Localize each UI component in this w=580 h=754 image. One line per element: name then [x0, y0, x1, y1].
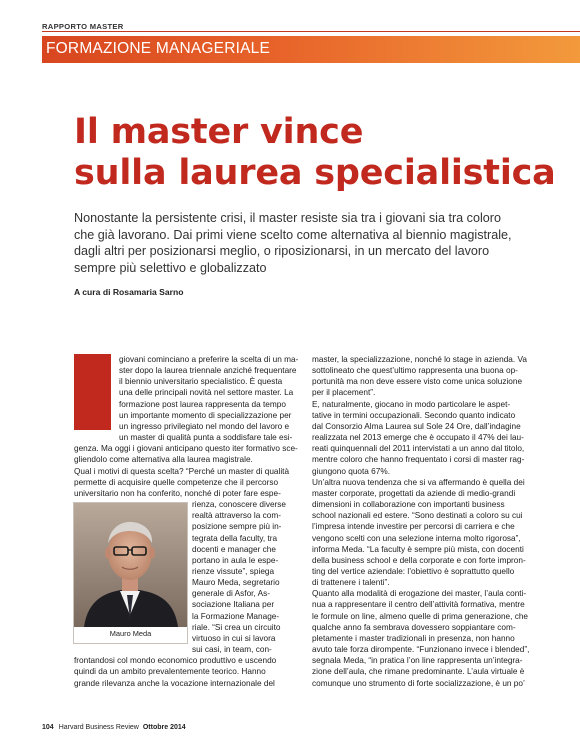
text-line: una delle principali novità nel settore master. La — [119, 388, 294, 398]
text-line: tative in termini occupazionali. Secondo quanto indicato — [312, 410, 516, 420]
standfirst-line: che già lavorano. Dai primi viene scelto come alternativa al biennio magistrale, — [74, 227, 512, 242]
issue-date: Ottobre 2014 — [142, 724, 186, 731]
publication-name: Harvard Business Review — [58, 724, 139, 731]
text-line: docenti e manager che — [192, 544, 276, 554]
text-line: frontandosi col mondo economico produttivo e uscendo — [74, 656, 277, 666]
text-line: per il placement”. — [312, 388, 376, 398]
text-line: E, naturalmente, giocano in modo particolare le aspet- — [312, 399, 511, 409]
page-number: 104 — [42, 724, 54, 731]
portrait-photo — [73, 502, 188, 644]
text-line: l’impresa intende investire per percorsi di carriera e che — [312, 522, 515, 532]
text-line: mentre coloro che hanno frequentato i corsi di master rag- — [312, 455, 525, 465]
text-line: un master di qualità punta a soddisfare tale esi- — [119, 433, 293, 443]
article-title — [74, 112, 574, 194]
text-line: sui casi, in team, con- — [192, 645, 272, 655]
text-line: riale. “Si crea un circuito — [192, 622, 281, 632]
photo-caption: Mauro Meda — [109, 629, 152, 638]
text-line: gliendolo come alternativa alla laurea magistrale. — [74, 455, 253, 465]
paragraph-cap — [74, 354, 299, 443]
text-line: formazione post laurea rappresenta da tempo — [119, 399, 286, 409]
text-line: dal Consorzio Alma Laurea sul Sole 24 Ore, dall’indagine — [312, 421, 521, 431]
text-line: portunità ma non deve essere visto come unica soluzione — [312, 377, 523, 387]
text-line: virtuoso in cui si lavora — [192, 633, 276, 643]
text-line: zione dell’aula, che rimane predominante. L’aula virtuale è — [312, 667, 525, 677]
section-title: FORMAZIONE MANAGERIALE — [46, 40, 271, 57]
text-line: Un’altra nuova tendenza che si va affermando è quella dei — [312, 477, 525, 487]
text-line: master corporate, progettati da aziende di medio-grandi — [312, 488, 516, 498]
text-line: nua a rappresentare il centro dell’attività formativa, mentre — [312, 600, 525, 610]
text-line: portano in aula le espe- — [192, 555, 279, 565]
article-standfirst — [74, 210, 544, 276]
text-line: avuto tale forza dirompente. “Funzionano invece i blended”, — [312, 645, 530, 655]
text-line: rienze vissute”, spiega — [192, 566, 275, 576]
text-line: la Formazione Manage- — [192, 611, 280, 621]
title-line: sulla laurea specialistica — [74, 153, 556, 193]
body-column-right — [312, 354, 541, 689]
section-kicker: RAPPORTO MASTER — [42, 22, 124, 31]
text-line: comunque uno strumento di forte socializzazione, è un po’ — [312, 678, 525, 688]
text-line: ster dopo la laurea triennale anziché frequentare — [119, 366, 297, 376]
text-line: universitario non ha conferito, nonché di poter fare espe- — [74, 488, 281, 498]
text-line: giungono quota 67%. — [312, 466, 390, 476]
text-line: genza. Ma oggi i giovani anticipano questo iter formativo sce- — [74, 444, 298, 454]
text-line: tegrata della faculty, tra — [192, 533, 278, 543]
text-line: Qual i motivi di questa scelta? “Perché un master di qualità — [74, 466, 290, 476]
text-line: generale di Asfor, As- — [192, 589, 270, 599]
text-line: un ingresso privilegiato nel mondo del lavoro e — [119, 421, 290, 431]
portrait-image — [74, 503, 187, 627]
text-line: giovani cominciano a preferire la scelta di un ma- — [119, 355, 299, 364]
title-line: Il master vince — [74, 112, 364, 152]
text-line: di trattenere i talenti”. — [312, 578, 390, 588]
text-line: qualche anno fa sembrava dovessero soppiantare com- — [312, 622, 516, 632]
text-line: rienza, conoscere diverse — [192, 500, 287, 510]
page-footer — [42, 724, 186, 731]
text-line: Mauro Meda, segretario — [192, 578, 280, 588]
section-band — [42, 36, 580, 63]
text-line: reati quinquennali del 2011 intervistati a un anno dal titolo, — [312, 444, 525, 454]
text-line: sottolineato che quest’ultimo rappresenta una buona op- — [312, 366, 518, 376]
text-line: Quanto alla modalità di erogazione dei master, l’aula conti- — [312, 589, 527, 599]
text-line: grande rilevanza anche la vocazione internazionale del — [74, 678, 275, 688]
paragraph-full — [74, 443, 299, 499]
text-line: segnala Meda, “in pratica l’on line rappresenta un’integra- — [312, 656, 523, 666]
text-line: dimensioni in collaborazione con importanti business — [312, 500, 505, 510]
paragraph-full — [74, 655, 299, 688]
standfirst-line: sempre più selettivo e globalizzato — [74, 260, 267, 275]
text-line: pletamente i master tradizionali in presenza, non hanno — [312, 633, 515, 643]
text-line: permette di acquisire quelle competenze che il percorso — [74, 477, 279, 487]
kicker-rule — [42, 31, 580, 32]
text-line: le formule on line, almeno quelle di prima generazione, che — [312, 611, 529, 621]
article-byline: A cura di Rosamaria Sarno — [74, 287, 184, 297]
text-line: realizzata nel 2013 emerge che è occupato il 47% dei lau- — [312, 433, 524, 443]
text-line: school nazionali ed estere. “Sono destinati a coloro su cui — [312, 511, 523, 521]
text-line: realtà attraverso la com- — [192, 511, 281, 521]
text-line: quindi da un ambito prevalentemente teorico. Hanno — [74, 667, 266, 677]
text-line: vengono scelti con una selezione interna molto rigorosa”, — [312, 533, 521, 543]
text-line: sociazione Italiana per — [192, 600, 275, 610]
text-line: della business school e della corporate e con forte impron- — [312, 555, 526, 565]
text-line: un importante momento di specializzazione per — [119, 410, 292, 420]
text-line: informa Meda. “La faculty è sempre più mista, con docenti — [312, 544, 524, 554]
standfirst-line: dagli altri per posizionarsi meglio, o riposizionarsi, in un mercato del lavoro — [74, 244, 490, 258]
text-line: ting del vertice aziendale: l’obiettivo è soprattutto quello — [312, 566, 515, 576]
text-line: il biennio universitario specialistico. È questa — [119, 377, 283, 387]
text-line: master, la specializzazione, nonché lo stage in azienda. Va — [312, 355, 527, 364]
text-line: posizione sempre più in- — [192, 522, 282, 532]
standfirst-line: Nonostante la persistente crisi, il master resiste sia tra i giovani sia tra coloro — [74, 211, 501, 225]
